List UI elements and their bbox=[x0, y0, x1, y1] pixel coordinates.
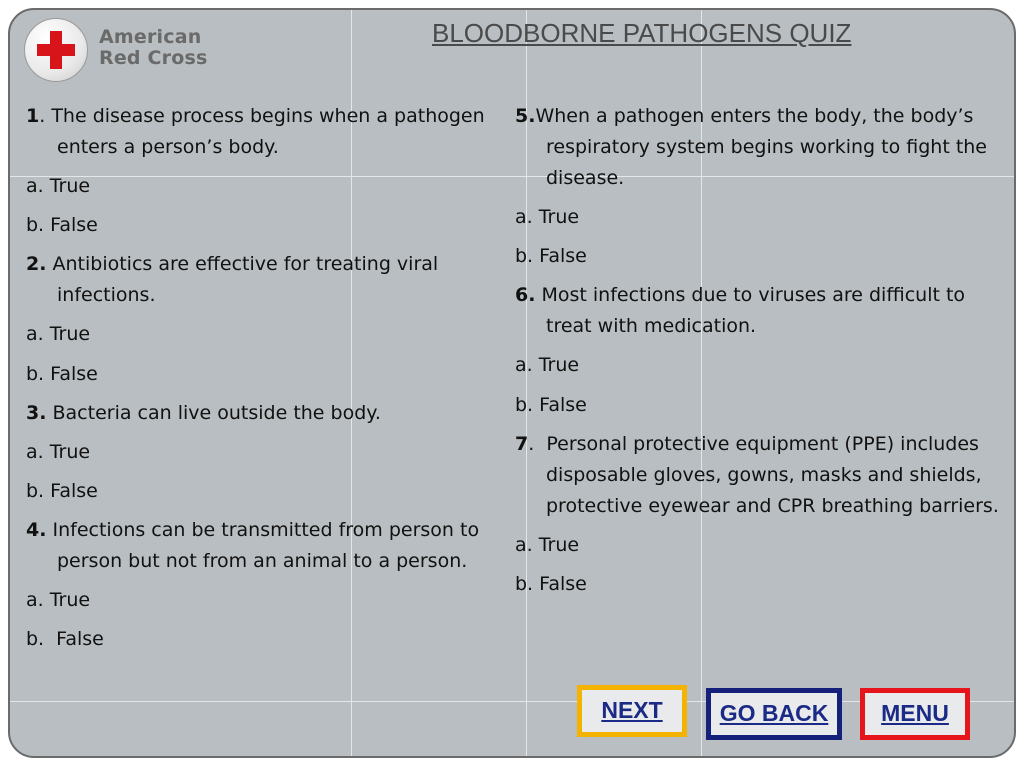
menu-button[interactable]: MENU bbox=[860, 688, 970, 740]
answer-option[interactable]: a. True bbox=[26, 440, 91, 463]
next-button[interactable]: NEXT bbox=[577, 685, 687, 737]
answer-option[interactable]: b. False bbox=[26, 362, 98, 385]
question-4: 4. Infections can be transmitted from person to person but not from an animal to a person. bbox=[26, 519, 480, 573]
logo-line-2: Red Cross bbox=[99, 47, 208, 69]
answer-option[interactable]: b. False bbox=[515, 393, 587, 416]
answer-option[interactable]: a. True bbox=[515, 533, 580, 556]
question-5: 5.When a pathogen enters the body, the body’s respiratory system begins working to fight the disease. bbox=[515, 105, 987, 189]
question-column-left bbox=[26, 101, 506, 664]
question-column-right bbox=[515, 101, 1007, 608]
question-7: 7. Personal protective equipment (PPE) includes disposable gloves, gowns, masks and shields, protective eyewear and CPR breathing barriers. bbox=[515, 432, 999, 517]
answer-option[interactable]: b. False bbox=[515, 572, 587, 595]
answer-option[interactable]: b. False bbox=[26, 214, 98, 237]
logo-text bbox=[99, 27, 208, 69]
logo-line-1: American bbox=[99, 26, 202, 48]
red-cross-emblem bbox=[24, 18, 88, 82]
answer-option[interactable]: b. False bbox=[515, 245, 587, 268]
answer-option[interactable]: a. True bbox=[26, 589, 91, 612]
answer-option[interactable]: b. False bbox=[26, 479, 98, 502]
question-3: 3. Bacteria can live outside the body. bbox=[26, 401, 381, 424]
go-back-button[interactable]: GO BACK bbox=[706, 688, 842, 740]
question-2: 2. Antibiotics are effective for treating viral infections. bbox=[26, 253, 439, 307]
answer-option[interactable]: b. False bbox=[26, 628, 104, 651]
question-1: 1. The disease process begins when a pathogen enters a person’s body. bbox=[26, 105, 485, 158]
answer-option[interactable]: a. True bbox=[515, 206, 580, 228]
red-cross-logo bbox=[24, 18, 224, 88]
answer-option[interactable]: a. True bbox=[515, 354, 580, 377]
answer-option[interactable]: a. True bbox=[26, 323, 91, 346]
answer-option[interactable]: a. True bbox=[26, 175, 91, 197]
page-title: BLOODBORNE PATHOGENS QUIZ bbox=[432, 18, 852, 48]
question-6: 6. Most infections due to viruses are difficult to treat with medication. bbox=[515, 284, 966, 338]
